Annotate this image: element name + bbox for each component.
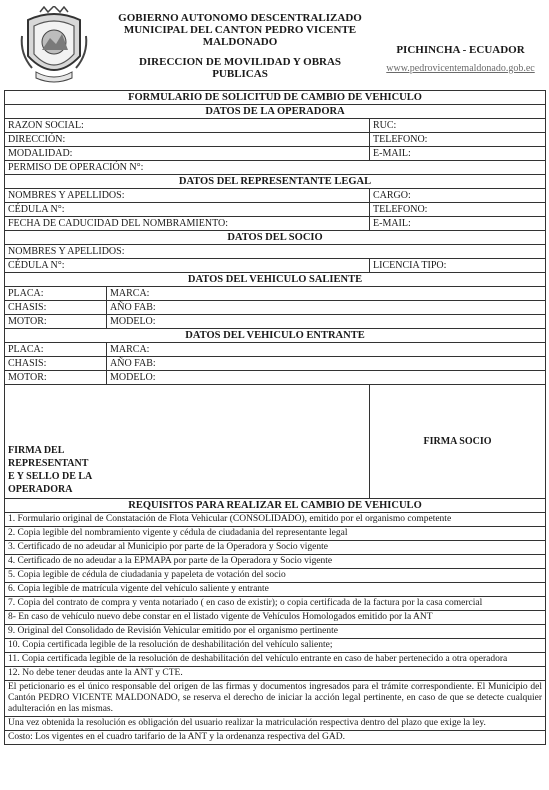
- entrante-marca-field[interactable]: MARCA:: [107, 343, 546, 357]
- firma-representante-line-2: REPRESENTANT: [8, 458, 89, 469]
- direccion-field[interactable]: DIRECCIÓN:: [5, 133, 370, 147]
- form-title: FORMULARIO DE SOLICITUD DE CAMBIO DE VEHICULO: [5, 91, 546, 105]
- cost-note: Costo: Los vigentes en el cuadro tarifario de la ANT y la ordenanza respectiva del GAD.: [5, 731, 546, 745]
- department-line-1: DIRECCION DE MOVILIDAD Y OBRAS: [138, 56, 342, 68]
- saliente-chasis-field[interactable]: CHASIS:: [5, 301, 107, 315]
- firma-socio-label: FIRMA SOCIO: [423, 436, 492, 447]
- entrante-motor-field[interactable]: MOTOR:: [5, 371, 107, 385]
- institution-line-1: GOBIERNO AUTONOMO DESCENTRALIZADO: [118, 12, 362, 24]
- requisito-item: 5. Copia legible de cédula de ciudadania y papeleta de votación del socio: [5, 569, 546, 583]
- section-representante-title: DATOS DEL REPRESENTANTE LEGAL: [5, 175, 546, 189]
- razon-social-field[interactable]: RAZON SOCIAL:: [5, 119, 370, 133]
- saliente-modelo-field[interactable]: MODELO:: [107, 315, 546, 329]
- section-vehiculo-entrante-title: DATOS DEL VEHICULO ENTRANTE: [5, 329, 546, 343]
- requisito-item: 12. No debe tener deudas ante la ANT y CTE.: [5, 667, 546, 681]
- requisito-item: 6. Copia legible de matrícula vigente del vehículo saliente y entrante: [5, 583, 546, 597]
- firma-representante-line-4: OPERADORA: [8, 484, 73, 495]
- firma-representante-box[interactable]: [5, 385, 370, 499]
- requisito-item: 3. Certificado de no adeudar al Municipio por parte de la Operadora y Socio vigente: [5, 541, 546, 555]
- saliente-marca-field[interactable]: MARCA:: [107, 287, 546, 301]
- municipal-seal-icon: [18, 6, 90, 86]
- requisito-item: 10. Copia certificada legible de la resolución de deshabilitación del vehículo saliente;: [5, 639, 546, 653]
- department-line-2: PUBLICAS: [212, 68, 268, 80]
- institution-title: [104, 12, 376, 80]
- document-header: [4, 4, 545, 90]
- entrante-modelo-field[interactable]: MODELO:: [107, 371, 546, 385]
- form-table: [4, 90, 546, 745]
- representante-cedula-field[interactable]: CÉDULA N°:: [5, 203, 370, 217]
- institution-line-3: MALDONADO: [202, 36, 278, 48]
- requisito-item: 9. Original del Consolidado de Revisión Vehicular emitido por el organismo pertinente: [5, 625, 546, 639]
- operadora-email-field[interactable]: E-MAIL:: [370, 147, 546, 161]
- permiso-operacion-field[interactable]: PERMISO DE OPERACIÓN N°:: [5, 161, 546, 175]
- registration-note: Una vez obtenida la resolución es obligación del usuario realizar la matriculación respectiva dentro del plazo que exige la ley.: [5, 717, 546, 731]
- requisito-item: 7. Copia del contrato de compra y venta notariado ( en caso de existir); o copia certificada de la factura por la casa comercial: [5, 597, 546, 611]
- representante-telefono-field[interactable]: TELEFONO:: [370, 203, 546, 217]
- requisito-item: 8- En caso de vehículo nuevo debe constar en el listado vigente de Vehículos Homologados emitido por la ANT: [5, 611, 546, 625]
- requisito-item: 4. Certificado de no adeudar a la EPMAPA por parte de la Operadora y Socio vigente: [5, 555, 546, 569]
- representante-email-field[interactable]: E-MAIL:: [370, 217, 546, 231]
- section-vehiculo-saliente-title: DATOS DEL VEHICULO SALIENTE: [5, 273, 546, 287]
- representante-nombres-field[interactable]: NOMBRES Y APELLIDOS:: [5, 189, 370, 203]
- saliente-placa-field[interactable]: PLACA:: [5, 287, 107, 301]
- form-page: [4, 4, 545, 745]
- requisito-item: 11. Copia certificada legible de la resolución de deshabilitación del vehículo entrante en caso de haber pertenecido a otra operadora: [5, 653, 546, 667]
- licencia-tipo-field[interactable]: LICENCIA TIPO:: [370, 259, 546, 273]
- website-link[interactable]: www.pedrovicentemaldonado.gob.ec: [386, 63, 535, 74]
- firma-socio-box[interactable]: [370, 385, 546, 499]
- saliente-motor-field[interactable]: MOTOR:: [5, 315, 107, 329]
- section-socio-title: DATOS DEL SOCIO: [5, 231, 546, 245]
- socio-nombres-field[interactable]: NOMBRES Y APELLIDOS:: [5, 245, 546, 259]
- province-label: PICHINCHA - ECUADOR: [396, 44, 525, 56]
- entrante-anio-field[interactable]: AÑO FAB:: [107, 357, 546, 371]
- firma-representante-line-3: E Y SELLO DE LA: [8, 471, 93, 482]
- operadora-telefono-field[interactable]: TELEFONO:: [370, 133, 546, 147]
- firma-representante-line-1: FIRMA DEL: [8, 445, 65, 456]
- fecha-caducidad-field[interactable]: FECHA DE CADUCIDAD DEL NOMBRAMIENTO:: [5, 217, 370, 231]
- requisito-item: 2. Copia legible del nombramiento vigente y cédula de ciudadania del representante legal: [5, 527, 546, 541]
- cargo-field[interactable]: CARGO:: [370, 189, 546, 203]
- institution-line-2: MUNICIPAL DEL CANTON PEDRO VICENTE: [123, 24, 357, 36]
- requisito-item: 1. Formulario original de Constatación de Flota Vehicular (CONSOLIDADO), emitido por el organismo competente: [5, 513, 546, 527]
- modalidad-field[interactable]: MODALIDAD:: [5, 147, 370, 161]
- section-requisitos-title: REQUISITOS PARA REALIZAR EL CAMBIO DE VEHICULO: [5, 499, 546, 513]
- socio-cedula-field[interactable]: CÉDULA N°:: [5, 259, 370, 273]
- header-right: [376, 44, 545, 74]
- section-operadora-title: DATOS DE LA OPERADORA: [5, 105, 546, 119]
- entrante-chasis-field[interactable]: CHASIS:: [5, 357, 107, 371]
- responsibility-note: El peticionario es el único responsable del origen de las firmas y documentos ingresados para el trámite correspondiente. El Municipio del Cantón PEDRO VICENTE MALDONADO, se reserva el derecho de iniciar la acción legal pertinente, en caso de que se detecte cualquier adulteración en las mismas.: [5, 681, 546, 717]
- entrante-placa-field[interactable]: PLACA:: [5, 343, 107, 357]
- ruc-field[interactable]: RUC:: [370, 119, 546, 133]
- saliente-anio-field[interactable]: AÑO FAB:: [107, 301, 546, 315]
